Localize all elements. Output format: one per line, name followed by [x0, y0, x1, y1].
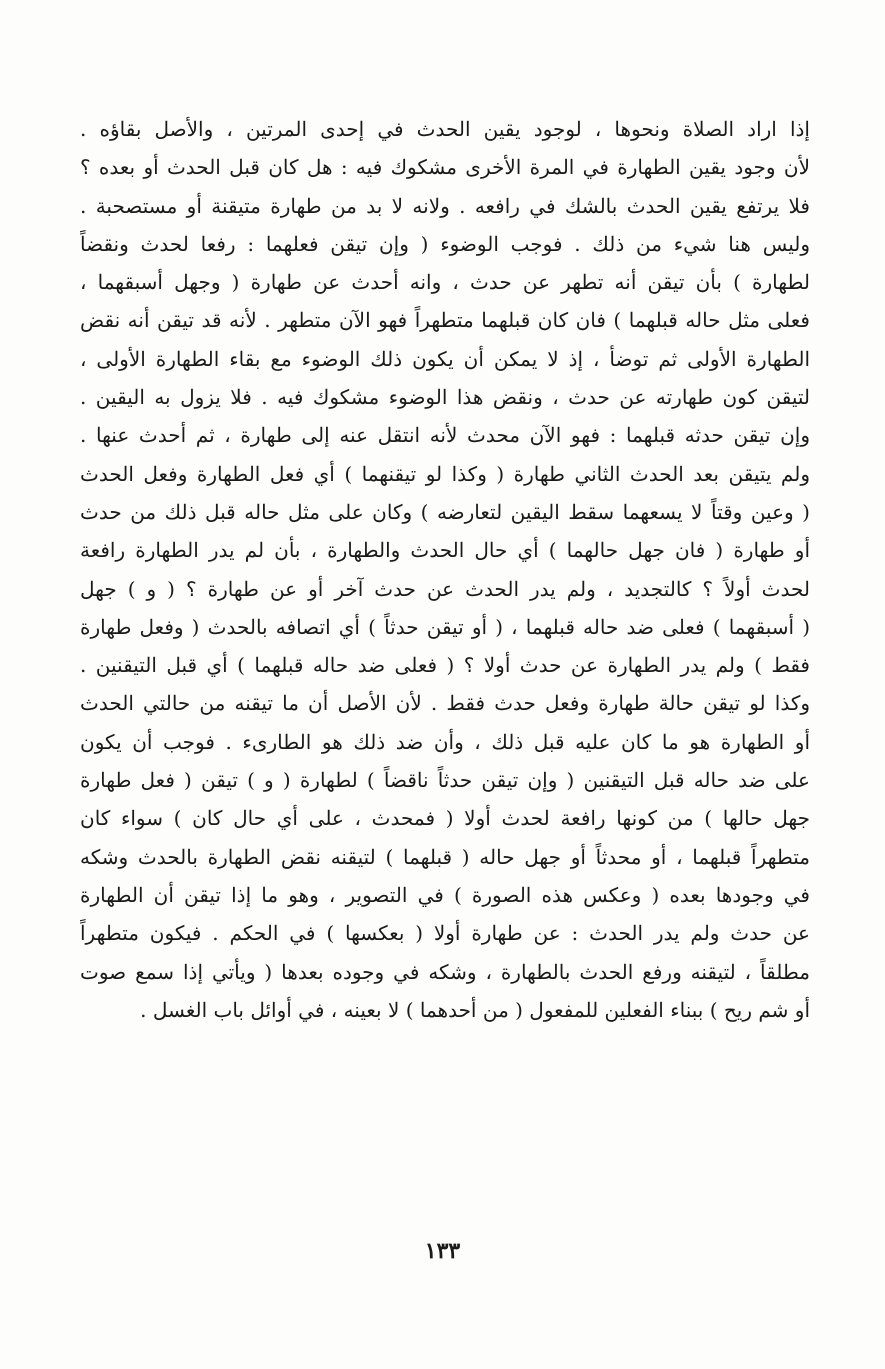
- text-line: عن حدث ولم يدر الحدث : عن طهارة أولا ( بعكسها ) في الحكم . فيكون متطهراً: [80, 921, 810, 946]
- body-text: [80, 110, 810, 1029]
- text-line: ( أسبقهما ) فعلى ضد حاله قبلهما ، ( أو تيقن حدثاً ) أي اتصافه بالحدث ( وفعل طهارة: [80, 614, 810, 639]
- text-line: على ضد حاله قبل التيقنين ( وإن تيقن حدثاً ناقضاً ) لطهارة ( و ) تيقن ( فعل طهارة: [80, 768, 810, 793]
- text-line: متطهراً قبلهما ، أو محدثاً أو جهل حاله ( قبلهما ) لتيقنه نقض الطهارة بالحدث وشكه: [80, 844, 810, 869]
- text-line: جهل حالها ) من كونها رافعة لحدث أولا ( فمحدث ، على أي حال كان ) سواء كان: [80, 806, 810, 831]
- text-line: إذا اراد الصلاة ونحوها ، لوجود يقين الحدث في إحدى المرتين ، والأصل بقاؤه .: [80, 117, 810, 141]
- page-number: ١٣٣: [424, 1238, 461, 1264]
- text-line: في وجودها بعده ( وعكس هذه الصورة ) في التصوير ، وهو ما إذا تيقن أن الطهارة: [80, 882, 810, 907]
- text-line: فقط ) ولم يدر الطهارة عن حدث أولا ؟ ( فعلى ضد حاله قبلهما ) أي قبل التيقنين .: [80, 653, 810, 678]
- text-line: ولم يتيقن بعد الحدث الثاني طهارة ( وكذا لو تيقنهما ) أي فعل الطهارة وفعل الحدث: [80, 461, 810, 486]
- text-line: ( وعين وقتاً لا يسعهما سقط اليقين لتعارضه ) وكان على مثل حاله قبل ذلك من حدث: [80, 499, 810, 524]
- text-line: مطلقاً ، لتيقنه ورفع الحدث بالطهارة ، وشكه في وجوده بعدها ( ويأتي إذا سمع صوت: [80, 959, 810, 984]
- text-line: أو شم ريح ) ببناء الفعلين للمفعول ( من أحدهما ) لا بعينه ، في أوائل باب الغسل .: [140, 997, 810, 1022]
- text-line: لتيقن كون طهارته عن حدث ، ونقض هذا الوضوء مشكوك فيه . فلا يزول به اليقين .: [80, 385, 810, 410]
- text-line: فعلى مثل حاله قبلهما ) فان كان قبلهما متطهراً فهو الآن متطهر . لأنه قد تيقن أنه نقض: [80, 308, 810, 333]
- text-line: أو الطهارة هو ما كان عليه قبل ذلك ، وأن ضد ذلك هو الطارىء . فوجب أن يكون: [80, 729, 810, 754]
- text-line: وكذا لو تيقن حالة طهارة وفعل حدث فقط . لأن الأصل أن ما تيقنه من حالتي الحدث: [80, 691, 810, 716]
- text-line: الطهارة الأولى ثم توضأ ، إذ لا يمكن أن يكون ذلك الوضوء مع بقاء الطهارة الأولى ،: [80, 346, 810, 371]
- text-line: أو طهارة ( فان جهل حالهما ) أي حال الحدث والطهارة ، بأن لم يدر الطهارة رافعة: [80, 538, 810, 563]
- text-line: لطهارة ) بأن تيقن أنه تطهر عن حدث ، وانه أحدث عن طهارة ( وجهل أسبقهما ،: [80, 270, 810, 295]
- text-line: وإن تيقن حدثه قبلهما : فهو الآن محدث لأنه انتقل عنه إلى طهارة ، ثم أحدث عنها .: [80, 423, 810, 448]
- text-line: فلا يرتفع يقين الحدث بالشك في رافعه . ولانه لا بد من طهارة متيقنة أو مستصحبة .: [80, 193, 810, 218]
- text-line: لحدث أولاً ؟ كالتجديد ، ولم يدر الحدث عن حدث آخر أو عن طهارة ؟ ( و ) جهل: [80, 576, 810, 601]
- text-line: وليس هنا شيء من ذلك . فوجب الوضوء ( وإن تيقن فعلهما : رفعا لحدث ونقضاً: [80, 231, 810, 256]
- text-line: لأن وجود يقين الطهارة في المرة الأخرى مشكوك فيه : هل كان قبل الحدث أو بعده ؟: [80, 155, 810, 180]
